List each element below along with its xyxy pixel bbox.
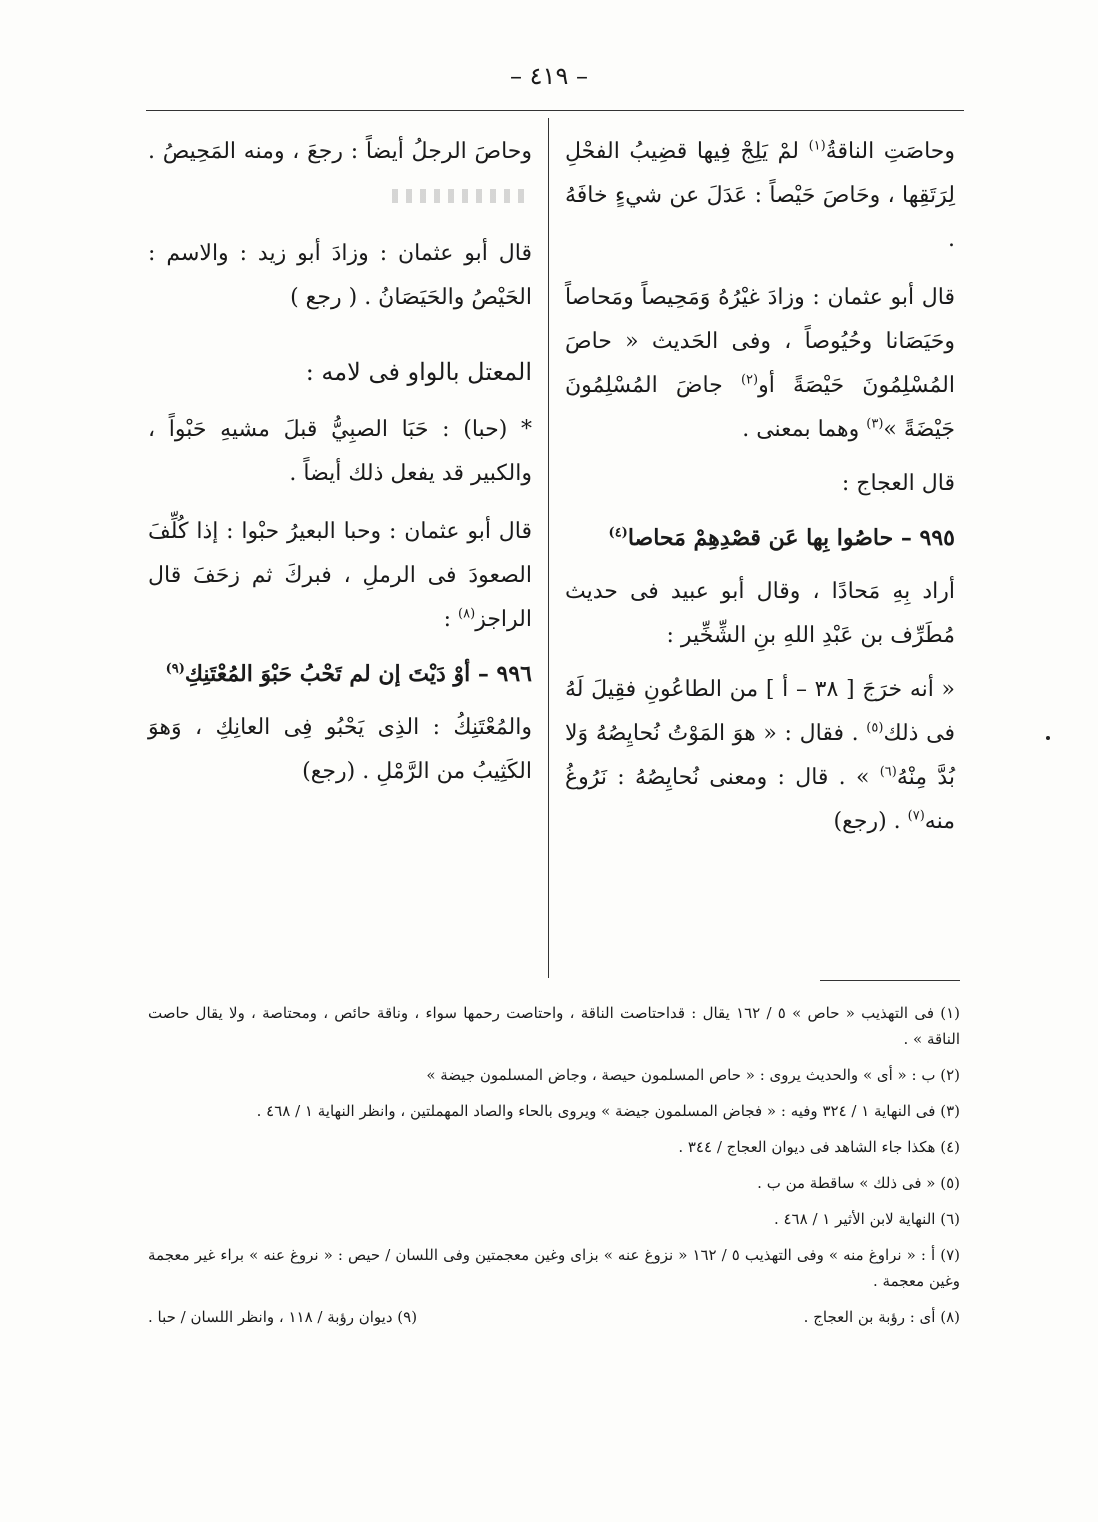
text: : [443,607,452,632]
right-column [565,130,955,854]
text: * (حبا) : حَبَا الصبِيُّ قبلَ مشيهِ حَبْواً ، والكبير قد يفعل ذلك أيضاً . [148,417,532,486]
footnote-ref: (٣) [866,416,884,432]
footnote-4: (٤) هكذا جاء الشاهد فى ديوان العجاج / ٣٤٤ . [678,1138,960,1156]
left-column [148,130,532,804]
footnote-2: (٢) ب : « أى » والحديث يروى : « حاص المسلمون حيصة ، وجاض المسلمون جيضة » [426,1066,960,1084]
text: « أنه خرَجَ [ ٣٨ – أ ] من الطاعُونِ فقِيلَ لَهُ فى ذلك [565,677,955,746]
footnote-6: (٦) النهاية لابن الأثير ١ / ٤٦٨ . [773,1210,960,1228]
paragraph [148,130,532,218]
footnote-ref: (٢) [740,372,759,388]
text: أراد بِهِ مَحادًا ، وقال أبو عبيد فى حديث مُطَرِّف بن عَبْدِ اللهِ بنِ الشِّخِّير : [565,579,955,648]
text: قال أبو عثمان : وزادَ غيْرُهُ وَمَحِيصاً ومَحاصاً وحَيَصَانا وحُيُوصاً ، وفى الحَديث « حاصَ المُسْلِمُونَ حَيْصَةً أو [565,285,955,398]
text: . (رجع) [833,809,901,834]
footnote-7: (٧) أ : « نراوغ منه » وفى التهذيب ٥ / ١٦٢ « نزوغ عنه » بزاى وغين معجمتين وفى اللسان / حيص : « نروغ عنه » براء غير معجمة وغين معجمة . [148,1246,960,1290]
paragraph [565,462,955,506]
verse-995 [565,516,955,560]
column-divider [548,118,549,978]
text: قال أبو عثمان : وزادَ أبو زيد : والاسم : الحَيْصُ والحَيَصَانُ . [148,241,532,310]
section-heading: المعتل بالواو فى لامه : [305,358,532,386]
footnote-row [148,1304,960,1330]
footnote-9: (٩) ديوان رؤبة / ١١٨ ، وانظر اللسان / حبا . [148,1308,418,1326]
text: ٩٩٦ – أوْ دَيْتَ إن لم تَحْبُ حَبْوَ المُعْتَنِكِ [184,661,532,687]
paragraph [148,408,532,496]
text: ٩٩٥ – حاصُوا بِها عَن قصْدِهِمْ مَحاصا [627,525,955,551]
return-mark: (رجع) [302,759,356,784]
text: . فقال : « هوَ المَوْتُ نُحايِصُهُ وَلا بُدَّ مِنْهُ [565,721,956,790]
text: » . قال : ومعنى نُحايِصُهُ : نَرُوغُ منه [565,765,955,834]
footnote-rule [820,980,960,981]
footnotes [148,1000,960,1330]
footnote-ref: (٧) [907,808,925,824]
text: قال أبو عثمان : وحبا البعيرُ حبْوا : إذا كُلِّفَ الصعودَ فى الرملِ ، فبركَ ثم زحَفَ قال الراجز [148,519,532,632]
smudge-mark [392,189,532,203]
footnote-1: (١) فى التهذيب « حاص » ٥ / ١٦٢ يقال : قداحتاصت الناقة ، واحتاصت رحمها سواء ، وناقة حائص ، ومحتاصة ، ولا يقال حاصت الناقة » . [148,1004,961,1048]
footnote-8: (٨) أى : رؤبة بن العجاج . [803,1308,960,1326]
paragraph [565,668,955,844]
footnote-ref: (٦) [879,764,897,780]
paragraph [148,510,532,642]
text: جاضَ المُسْلِمُونَ جَيْضَةً » [565,373,955,442]
stray-mark [1046,736,1050,740]
text: وحاصَ الرجلُ أيضاً : رجعَ ، ومنه المَحِيصُ . [148,139,532,164]
footnote-ref: (٨) [458,606,476,622]
header-rule [146,110,964,111]
page-number: – ٤١٩ – [510,62,588,90]
text: لمْ يَلِجْ فِيها قضِيبُ الفحْلِ لِرَتَقِها ، وحَاصَ حَيْصاً : عَدَلَ عن شيءٍ خافَهُ . [565,139,955,252]
verse-996 [148,652,532,696]
paragraph [148,232,532,320]
footnote-ref: (٩) [165,661,185,677]
text: قال العجاج : [841,471,955,496]
footnote-ref: (٥) [866,720,884,736]
footnote-5: (٥) « فى ذلك » ساقطة من ب . [757,1174,960,1192]
return-mark: ( رجع ) [290,285,358,310]
paragraph [565,570,955,658]
footnote-ref: (٤) [608,525,628,541]
text: والمُعْتَنِكُ : الذِى يَحْبُو فِى العانِكِ ، وَهوَ الكَثِيبُ من الرَّمْلِ . [148,715,532,784]
paragraph [148,706,532,794]
text: وهما بمعنى . [742,417,860,442]
text: وحاصَتِ الناقةُ [825,139,956,164]
paragraph [565,276,955,452]
footnote-3: (٣) فى النهاية ١ / ٣٢٤ وفيه : « فجاض المسلمون جيضة » ويروى بالحاء والصاد المهملتين ، وانظر النهاية ١ / ٤٦٨ . [256,1102,960,1120]
paragraph [565,130,955,262]
footnote-ref: (١) [808,138,826,154]
